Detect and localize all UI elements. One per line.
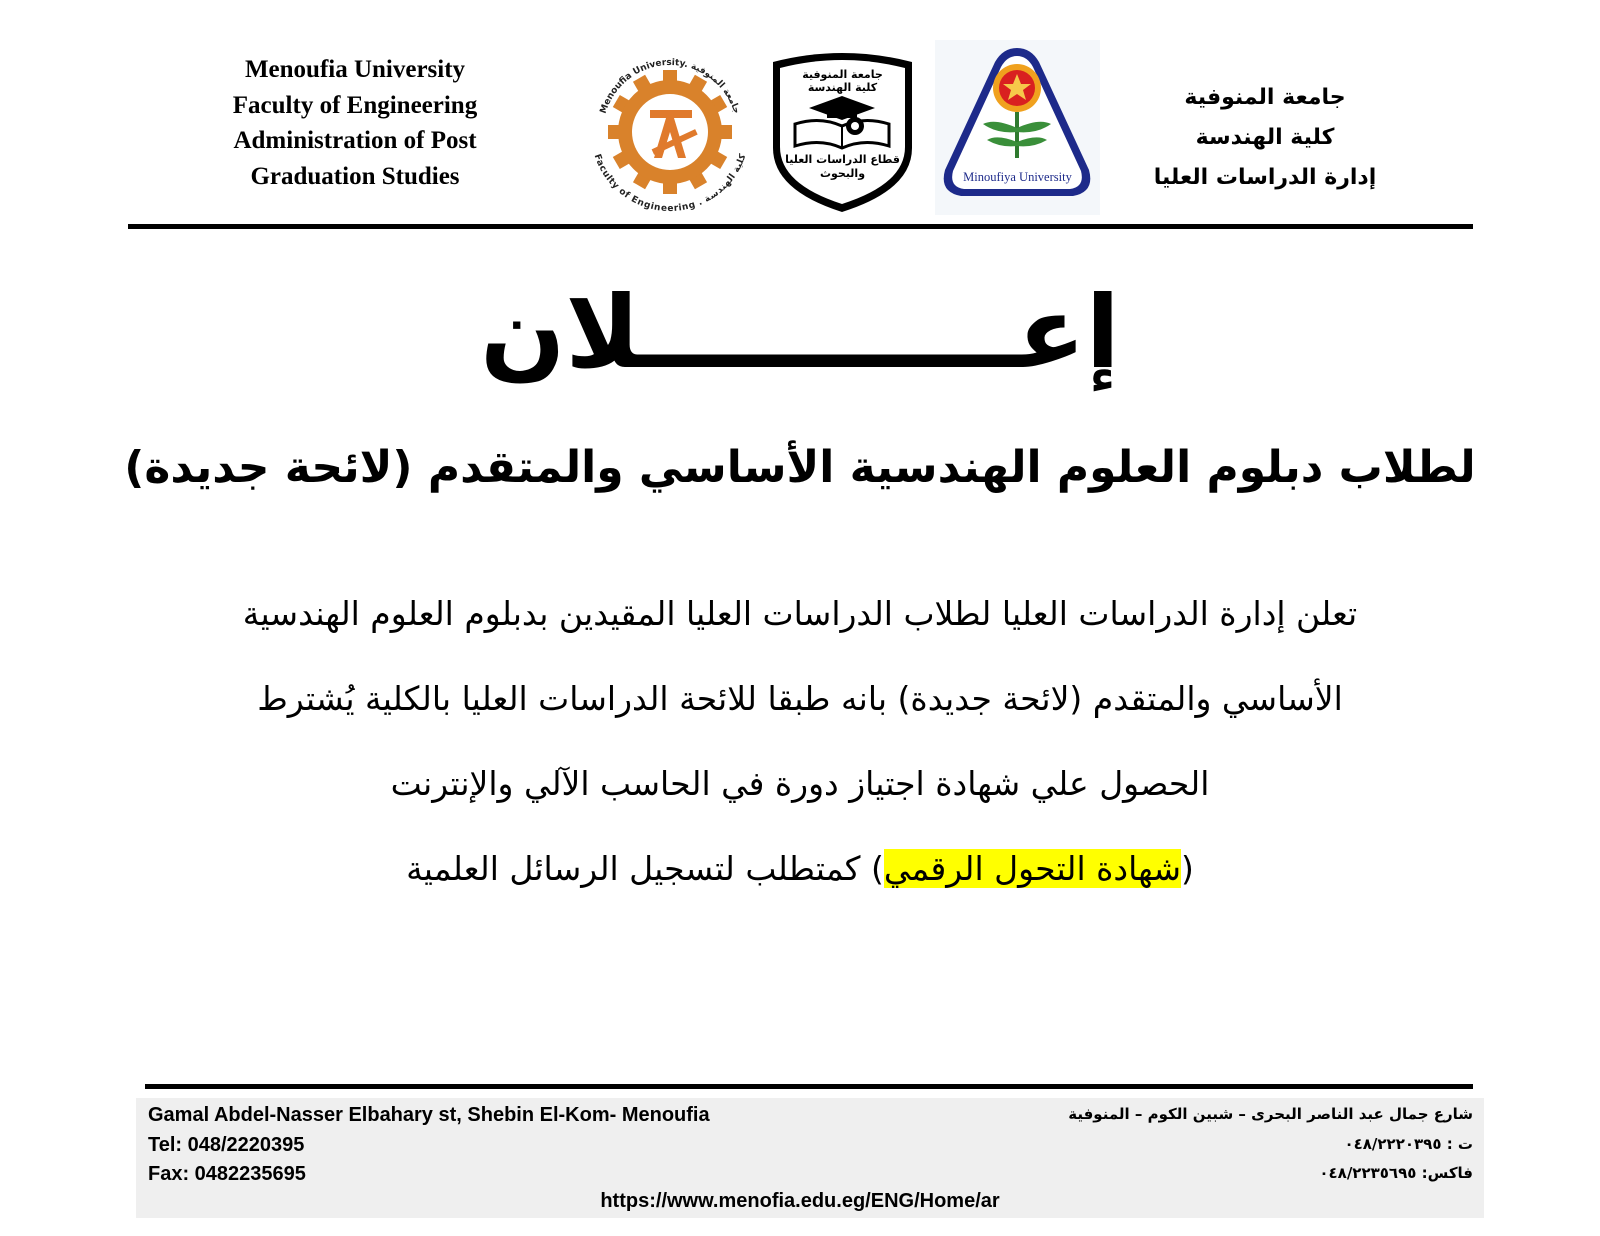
gear-emblem-icon xyxy=(585,40,755,215)
footer-arabic xyxy=(1068,1100,1473,1189)
footer-divider xyxy=(145,1084,1473,1089)
header-ar-university: جامعة المنوفية xyxy=(1184,85,1346,110)
announcement-body xyxy=(150,590,1450,930)
header-arabic xyxy=(1150,78,1380,198)
body-line-4-rest: ) كمتطلب لتسجيل الرسائل العلمية xyxy=(406,849,884,888)
postgrad-logo-sector: قطاع الدراسات العليا xyxy=(785,153,900,166)
engineering-logo-bottom-text: Faculty of Engineering . كلية الهندسة xyxy=(591,152,749,215)
university-logo-label: Minoufiya University xyxy=(963,170,1072,184)
announcement-title: إعـــــــــــلان xyxy=(480,274,1120,391)
body-line-4-open-paren: ( xyxy=(1181,849,1194,888)
body-line-2: الأساسي والمتقدم (لائحة جديدة) بانه طبقا للائحة الدراسات العليا بالكلية يُشترط xyxy=(257,679,1343,718)
footer-tel-en: Tel: 048/2220395 xyxy=(148,1133,305,1156)
header-en-admin: Administration of Post xyxy=(233,127,477,154)
header-ar-admin: إدارة الدراسات العليا xyxy=(1153,165,1377,190)
header-english xyxy=(205,52,505,194)
announcement-subtitle: لطلاب دبلوم العلوم الهندسية الأساسي والمتقدم (لائحة جديدة) xyxy=(124,442,1476,493)
shield-book-icon xyxy=(765,50,920,215)
body-line-4 xyxy=(150,845,1450,930)
header-ar-faculty: كلية الهندسة xyxy=(1195,125,1335,150)
footer-fax-en: Fax: 0482235695 xyxy=(148,1163,306,1185)
highlighted-certificate: شهادة التحول الرقمي xyxy=(883,849,1182,888)
postgrad-logo-faculty: كلية الهندسة xyxy=(807,81,878,94)
footer-english xyxy=(148,1101,710,1190)
flower-emblem-icon xyxy=(935,40,1100,215)
header-en-faculty: Faculty of Engineering xyxy=(232,91,478,119)
header-en-university: Menoufia University xyxy=(244,56,466,83)
footer-address-en: Gamal Abdel-Nasser Elbahary st, Shebin El-Kom- Menoufia xyxy=(148,1104,710,1126)
body-line-3: الحصول علي شهادة اجتياز دورة في الحاسب الآلي والإنترنت xyxy=(390,764,1210,803)
body-line-1: تعلن إدارة الدراسات العليا لطلاب الدراسات العليا المقيدين بدبلوم العلوم الهندسية xyxy=(242,594,1358,633)
footer-fax-ar: فاكس: ٠٤٨/٢٢٣٥٦٩٥ xyxy=(1319,1164,1473,1182)
header-divider xyxy=(128,224,1473,229)
footer-url: https://www.menofia.edu.eg/ENG/Home/ar xyxy=(600,1190,1000,1212)
footer-tel-ar: ت : ٠٤٨/٢٢٢٠٣٩٥ xyxy=(1344,1134,1473,1153)
footer-address-ar: شارع جمال عبد الناصر البحرى – شبين الكوم – المنوفية xyxy=(1068,1105,1473,1123)
header-en-studies: Graduation Studies xyxy=(250,162,460,190)
postgrad-logo-university: جامعة المنوفية xyxy=(802,68,883,81)
postgrad-logo-research: والبحوث xyxy=(819,167,866,180)
engineering-logo-top-text: Menoufia University. جامعة المنوفية xyxy=(598,57,742,115)
